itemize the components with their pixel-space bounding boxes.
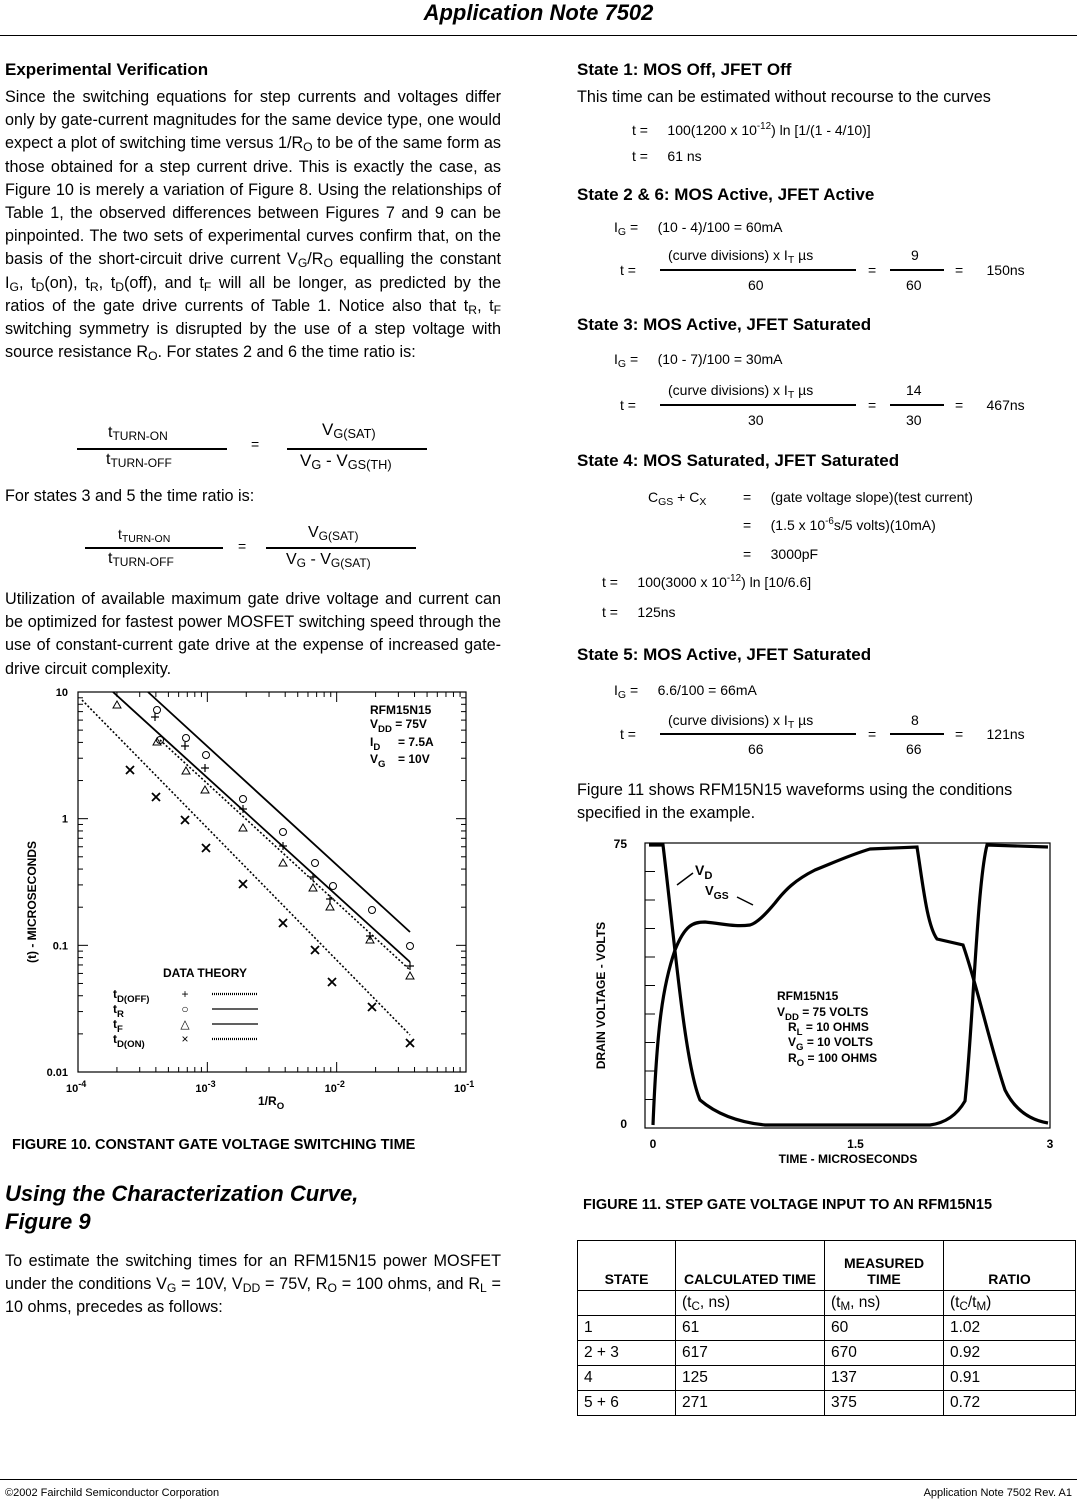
data-point-tr [369,907,376,914]
units-cell: ($t_M$, ns) [825,1291,944,1316]
data-point-tdoff [181,742,189,750]
data-point-tdoff [151,713,159,721]
x-axis-label: TIME - MICROSECONDS [778,1152,918,1166]
cell: 271 [676,1391,825,1416]
device-label: RFM15N15 [777,989,839,1003]
ratio1-line-left [77,448,227,450]
data-point-tf [113,701,121,708]
state4-eq2: = (1.5 x $10^{-6}s/5$ volts)(10mA) [743,516,936,533]
condition-id-value: = 7.5A [398,735,434,749]
data-point-tf [201,786,209,793]
x-tick-label: $10^{-4}$ [66,1079,87,1095]
state5-eq: = [868,726,877,742]
data-point-tf [279,859,287,866]
state4-cgs: $C_{GS} + C_X$ [648,489,707,508]
state3-t: t = [620,397,636,413]
using-heading-line1: Using the Characterization Curve, [5,1181,359,1206]
footer-doc-rev: Application Note 7502 Rev. A1 [923,1487,1072,1499]
state3-ig: $I_G$ = (10 - 7)/100 = 30mA [614,351,783,370]
col-header-ratio: RATIO [944,1241,1076,1291]
figure-10-plot [25,687,474,1112]
x-tick-label: $10^{-2}$ [324,1079,345,1095]
condition-vg: $V_G$ [370,752,386,770]
device-label: RFM15N15 [370,703,432,717]
plot-frame [78,692,466,1072]
state3-den: 30 [748,412,764,428]
state4-eq4: t = 100(3000 x $10^{-12}$) ln [10/6.6] [602,573,812,590]
units-cell: ($t_C$, ns) [676,1291,825,1316]
x-tick-label: $10^{-3}$ [195,1079,216,1095]
state5-line2 [890,733,944,735]
data-point-tdon [368,1003,376,1011]
table-row [578,1316,1076,1341]
state1-text: This time can be estimated without recourse to the curves [577,88,991,106]
ratio2-denominator: $t_{TURN-OFF}$ [108,550,174,569]
state4-eq5: t = 125ns [602,604,676,620]
data-point-tr [203,752,210,759]
ratio1-right-numerator: $V_{G(SAT)}$ [322,420,376,441]
y-tick-label: 0.01 [46,1067,68,1079]
data-point-tdoff [366,932,374,940]
x-tick-label: 1.5 [847,1137,864,1151]
data-point-tf [182,767,190,774]
ratio1-line-right [287,448,427,450]
ratio2-line-right [266,547,416,549]
data-point-tdon [152,793,160,801]
legend-symbol: ○ [181,1002,189,1016]
cell: 5 + 6 [578,1391,676,1416]
state3-den2: 30 [906,412,922,428]
x-tick-label: 3 [1046,1137,1054,1151]
state5-ig: $I_G$ = 6.6/100 = 66mA [614,682,757,701]
ratio1-numerator: $t_{TURN-ON}$ [108,424,168,443]
vd-label: $V_D$ [695,862,713,882]
state26-num: (curve divisions) x $I_T$ µs [668,247,814,266]
condition-vdd: $V_{DD} = 75V$ [370,717,427,735]
states35-text: For states 3 and 5 the time ratio is: [5,487,255,505]
state3-line1 [660,404,856,406]
state5-num2: 8 [911,712,919,728]
state26-den: 60 [748,277,764,293]
y-tick-label: 75 [613,837,627,851]
y-axis-label: (t) - MICROSECONDS [25,841,39,963]
results-table [577,1240,1076,1416]
cell: 1.02 [944,1316,1076,1341]
state26-eq: = [868,262,877,278]
x-tick-label: 0 [649,1137,657,1151]
data-point-tdoff [309,873,317,881]
state5-line1 [660,733,856,735]
data-point-tdon [311,946,319,954]
legend-label: $t_{D(ON)}$ [113,1032,145,1050]
state3-num: (curve divisions) x $I_T$ µs [668,382,814,401]
col-header-calculated: CALCULATED TIME [676,1241,825,1291]
ratio2-equals: = [238,538,247,554]
data-point-tdon [239,880,247,888]
heading-state4: State 4: MOS Saturated, JFET Saturated [577,451,900,470]
heading-state5: State 5: MOS Active, JFET Saturated [577,645,872,664]
figure-11-caption: FIGURE 11. STEP GATE VOLTAGE INPUT TO AN RFM15N15 [583,1197,993,1213]
data-point-tdoff [406,962,414,970]
cell: 2 + 3 [578,1341,676,1366]
cell: 375 [825,1391,944,1416]
figure-11-chart [585,825,1065,1170]
ratio1-equals: = [251,436,260,452]
legend-symbol: × [181,1032,189,1046]
state26-eq2: = 150ns [955,262,1025,278]
ratio2-right-denominator: $V_G - V_{G(SAT)}$ [286,551,371,570]
data-point-tr [330,883,337,890]
figure-10-chart [0,680,510,1120]
units-cell: $(t_C/t_M)$ [944,1291,1076,1316]
x-tick-label: $10^{-1}$ [454,1079,475,1095]
vgs-label: $V_{GS}$ [705,883,729,902]
state26-den2: 60 [906,277,922,293]
data-point-tdon [279,919,287,927]
state4-eq3: = 3000pF [743,546,819,562]
state5-t: t = [620,726,636,742]
heading-state26: State 2 & 6: MOS Active, JFET Active [577,185,875,204]
data-point-tr [154,707,161,714]
figure-11-plot [594,837,1054,1166]
cell: 670 [825,1341,944,1366]
y-tick-label: 0.1 [52,940,68,953]
cell: 137 [825,1366,944,1391]
footer-rule [0,1479,1077,1480]
data-point-tr [407,943,414,950]
theory-line [82,700,410,1035]
data-point-tr [312,860,319,867]
figure-10-caption: FIGURE 10. CONSTANT GATE VOLTAGE SWITCHING TIME [12,1137,416,1153]
table-row [578,1391,1076,1416]
cell: 1 [578,1316,676,1341]
cell: 4 [578,1366,676,1391]
state26-line1 [660,269,856,271]
table-units-row [578,1291,1076,1316]
state26-num2: 9 [911,247,919,263]
y-tick-label: 0 [620,1117,627,1131]
vd-arrow [677,873,693,885]
condition-id: $I_D$ [370,735,381,753]
condition-vdd: $V_{DD} = 75$ VOLTS [777,1005,869,1023]
heading-state1: State 1: MOS Off, JFET Off [577,60,792,79]
data-point-tdon [181,816,189,824]
y-tick-label: 1 [61,813,68,826]
state26-line2 [890,269,944,271]
y-axis-label: DRAIN VOLTAGE - VOLTS [594,921,608,1070]
data-point-tdoff [201,764,209,772]
using-heading-line2: Figure 9 [5,1209,91,1234]
cell: 0.92 [944,1341,1076,1366]
data-point-tdon [126,766,134,774]
units-cell [578,1291,676,1316]
state1-eq2: t = 61 ns [632,148,702,164]
footer-copyright: ©2002 Fairchild Semiconductor Corporation [5,1487,220,1499]
state5-num: (curve divisions) x $I_T$ µs [668,712,814,731]
page-header-title: Application Note 7502 [423,0,654,25]
data-point-tdon [202,844,210,852]
state3-eq: = [868,397,877,413]
legend-symbol: △ [180,1017,190,1031]
state5-eq2: = 121ns [955,726,1025,742]
ratio2-line-left [85,547,223,549]
data-point-tf [309,884,317,891]
data-point-tdon [406,1039,414,1047]
condition-vg-value: = 10V [398,752,430,766]
ratio2-right-numerator: $V_{G(SAT)}$ [308,524,359,543]
cell: 125 [676,1366,825,1391]
condition-vg: $V_G = 10$ VOLTS [788,1035,873,1053]
data-point-tdoff [326,895,334,903]
using-paragraph: To estimate the switching times for an RFM15N15 power MOSFET under the conditions $V_G = 10V$, $V_{DD} = 75V$, $R_O = 100$ ohms, and $R_L = 10$ ohms, precedes as follows: [5,1252,501,1317]
state3-line2 [890,404,944,406]
utilization-paragraph: Utilization of available maximum gate drive voltage and current can be optimized for fastest power MOSFET switching speed through the use of constant-current gate drive at the expense of increased gate-drive circuit complexity. [5,590,501,678]
col-header-state: STATE [578,1241,676,1291]
figure11-intro: Figure 11 shows RFM15N15 waveforms using the conditions specified in the example. [577,781,1013,823]
data-point-tr [280,829,287,836]
table-row [578,1366,1076,1391]
x-axis-label: $1/R_O$ [258,1094,285,1112]
state5-den: 66 [748,741,764,757]
col-header-measured: MEASURED TIME [825,1241,944,1291]
ratio1-denominator: $t_{TURN-OFF}$ [106,451,172,470]
condition-ro: $R_O = 100$ OHMS [788,1051,878,1069]
data-point-tf [406,972,414,979]
header-rule [0,35,1077,36]
cell: 617 [676,1341,825,1366]
state26-ig: $I_G$ = (10 - 4)/100 = 60mA [614,219,783,238]
experimental-paragraph: Since the switching equations for step currents and voltages differ only by gate-current magnitudes for the same device type, one would expect a plot of switching time versus $1/R_O$ to be of the same form as those obtained for a step current drive. This is exactly the case, as Figure 10 is merely a variation of Figure 8. Using the relationships of Table 1, the observed differences between Figures 7 and 9 can be pinpointed. The two sets of experimental curves confirm that, on the basis of the short-circuit drive current $V_G/R_O$ equalling the constant $I_G$, $t_D(on)$, $t_R$, $t_D(off)$, and $t_F$ will all be longer, as predicted by the ratios of the gate drive currents of Table 1. Notice also that $t_R$, $t_F$ switching symmetry is disrupted by the use of a step voltage with source resistance $R_O$. For states 2 and 6 the time ratio is: [5,88,502,364]
condition-rl: $R_L = 10$ OHMS [788,1020,869,1038]
legend-label: $t_R$ [113,1002,124,1020]
heading-experimental-verification: Experimental Verification [5,60,209,79]
data-point-tdon [328,978,336,986]
cell: 61 [676,1316,825,1341]
ratio1-right-denominator: $V_G - V_{GS(TH)}$ [300,451,392,472]
state3-eq2: = 467ns [955,397,1025,413]
data-point-tr [183,735,190,742]
data-point-tr [240,796,247,803]
state5-den2: 66 [906,741,922,757]
state26-t: t = [620,262,636,278]
state1-eq1: t = 100(1200 x $10^{-12}$) ln [1/(1 - 4/10)] [632,121,871,138]
ratio2-numerator: $t_{TURN-ON}$ [118,526,171,545]
state4-eq1: = (gate voltage slope)(test current) [743,489,973,505]
state3-num2: 14 [906,382,922,398]
legend-title: DATA THEORY [163,966,247,980]
legend-symbol: + [181,987,189,1001]
table-row [578,1341,1076,1366]
cell: 0.72 [944,1391,1076,1416]
y-tick-label: 10 [55,687,68,699]
cell: 60 [825,1316,944,1341]
data-point-tf [239,824,247,831]
data-point-tf [326,903,334,910]
legend-label: $t_F$ [113,1017,123,1035]
vgs-arrow [737,897,753,905]
theory-line [113,692,410,962]
heading-state3: State 3: MOS Active, JFET Saturated [577,315,872,334]
cell: 0.91 [944,1366,1076,1391]
legend-label: $t_{D(OFF)}$ [113,987,150,1005]
